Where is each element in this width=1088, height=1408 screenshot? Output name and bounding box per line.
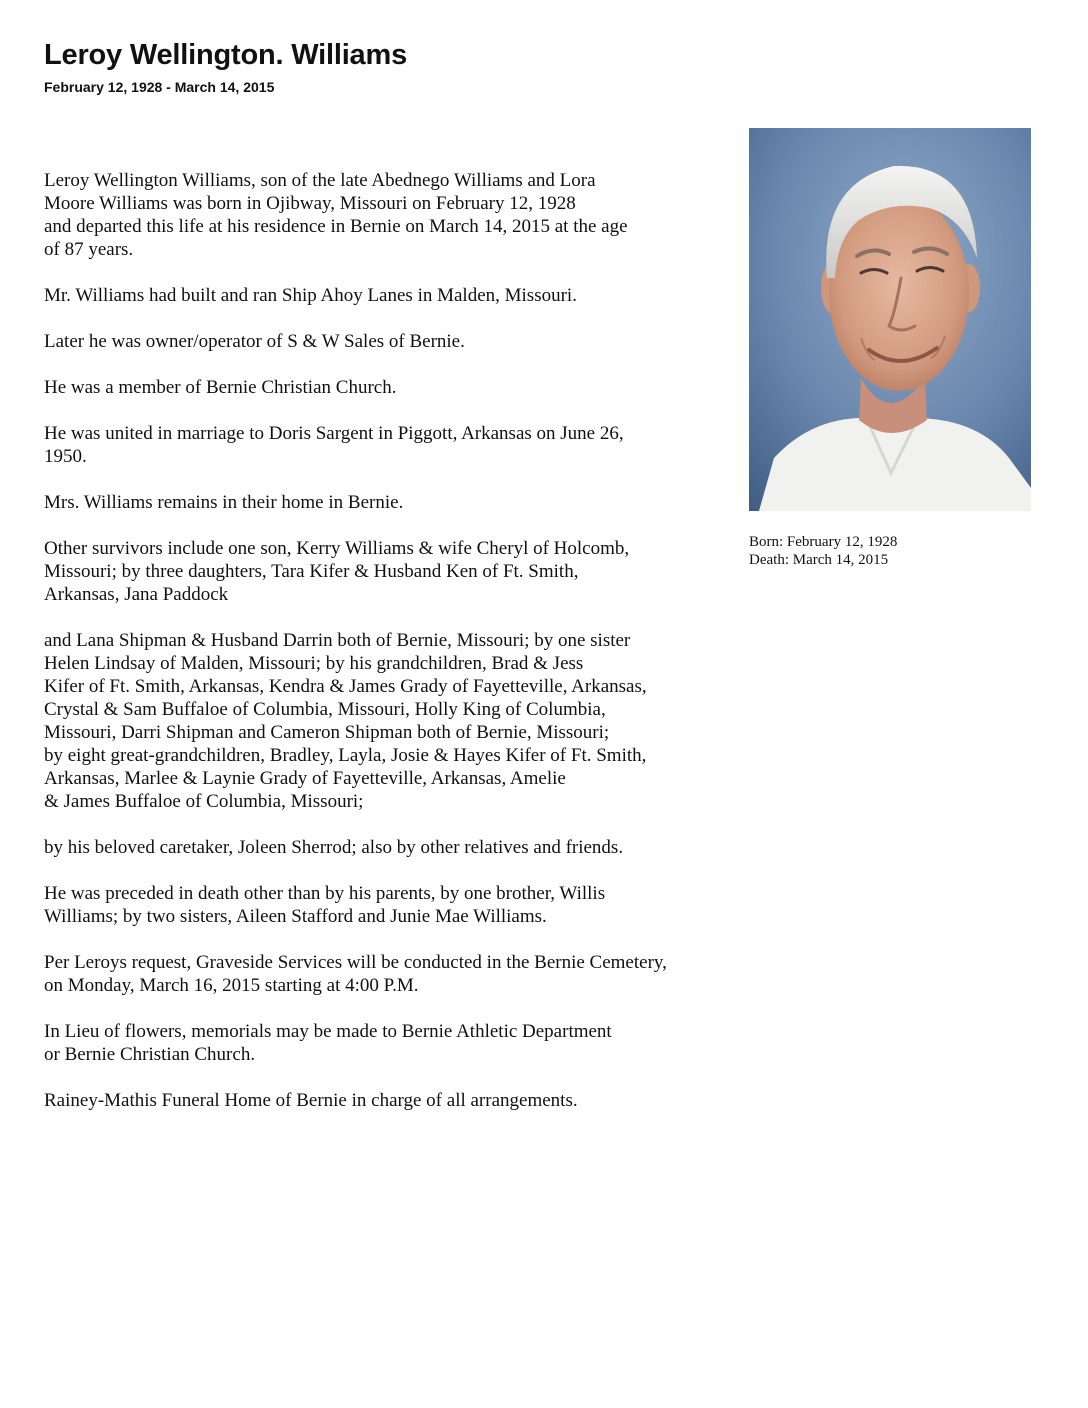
obituary-paragraph: Other survivors include one son, Kerry Williams & wife Cheryl of Holcomb, Missouri; by three daughters, Tara Kifer & Husband Ken of Ft. Smith, Arkansas, Jana Paddock xyxy=(44,538,630,605)
obituary-paragraph: Rainey-Mathis Funeral Home of Bernie in charge of all arrangements. xyxy=(44,1090,578,1111)
portrait-photo xyxy=(749,128,1031,511)
obituary-paragraph: Mrs. Williams remains in their home in Bernie. xyxy=(44,492,404,513)
caption-death: Death: March 14, 2015 xyxy=(749,552,889,568)
page-title: Leroy Wellington. Williams xyxy=(44,39,407,71)
obituary-paragraph: In Lieu of flowers, memorials may be made to Bernie Athletic Department or Bernie Christian Church. xyxy=(44,1021,612,1065)
obituary-paragraph: He was united in marriage to Doris Sargent in Piggott, Arkansas on June 26, 1950. xyxy=(44,423,624,467)
photo-caption xyxy=(749,533,897,569)
obituary-paragraph: Leroy Wellington Williams, son of the late Abednego Williams and Lora Moore Williams was born in Ojibway, Missouri on February 12, 1928 and departed this life at his residence in Bernie on March 14, 2015 at the age of 87 years. xyxy=(44,170,628,260)
obituary-paragraph: and Lana Shipman & Husband Darrin both of Bernie, Missouri; by one sister Helen Lindsay of Malden, Missouri; by his grandchildren, Brad & Jess Kifer of Ft. Smith, Arkansas, Kendra & James Grady of Fayetteville, Arkansas, Crystal & Sam Buffaloe of Columbia, Missouri, Holly King of Columbia, Missouri, Darri Shipman and Cameron Shipman both of Bernie, Missouri; by eight great-grandchildren, Bradley, Layla, Josie & Hayes Kifer of Ft. Smith, Arkansas, Marlee & Laynie Grady of Fayetteville, Arkansas, Amelie & James Buffaloe of Columbia, Missouri; xyxy=(44,630,647,812)
obituary-paragraph: He was a member of Bernie Christian Church. xyxy=(44,377,397,398)
obituary-paragraph: Per Leroys request, Graveside Services will be conducted in the Bernie Cemetery, on Monday, March 16, 2015 starting at 4:00 P.M. xyxy=(44,952,667,996)
obituary-paragraph: Later he was owner/operator of S & W Sales of Bernie. xyxy=(44,331,465,352)
caption-born: Born: February 12, 1928 xyxy=(749,534,898,550)
obituary-paragraph: He was preceded in death other than by his parents, by one brother, Willis Williams; by two sisters, Aileen Stafford and Junie Mae Williams. xyxy=(44,883,606,927)
obituary-paragraph: Mr. Williams had built and ran Ship Ahoy Lanes in Malden, Missouri. xyxy=(44,285,577,306)
life-dates: February 12, 1928 - March 14, 2015 xyxy=(44,79,275,95)
obituary-text xyxy=(44,169,749,1135)
obituary-paragraph: by his beloved caretaker, Joleen Sherrod; also by other relatives and friends. xyxy=(44,837,624,858)
